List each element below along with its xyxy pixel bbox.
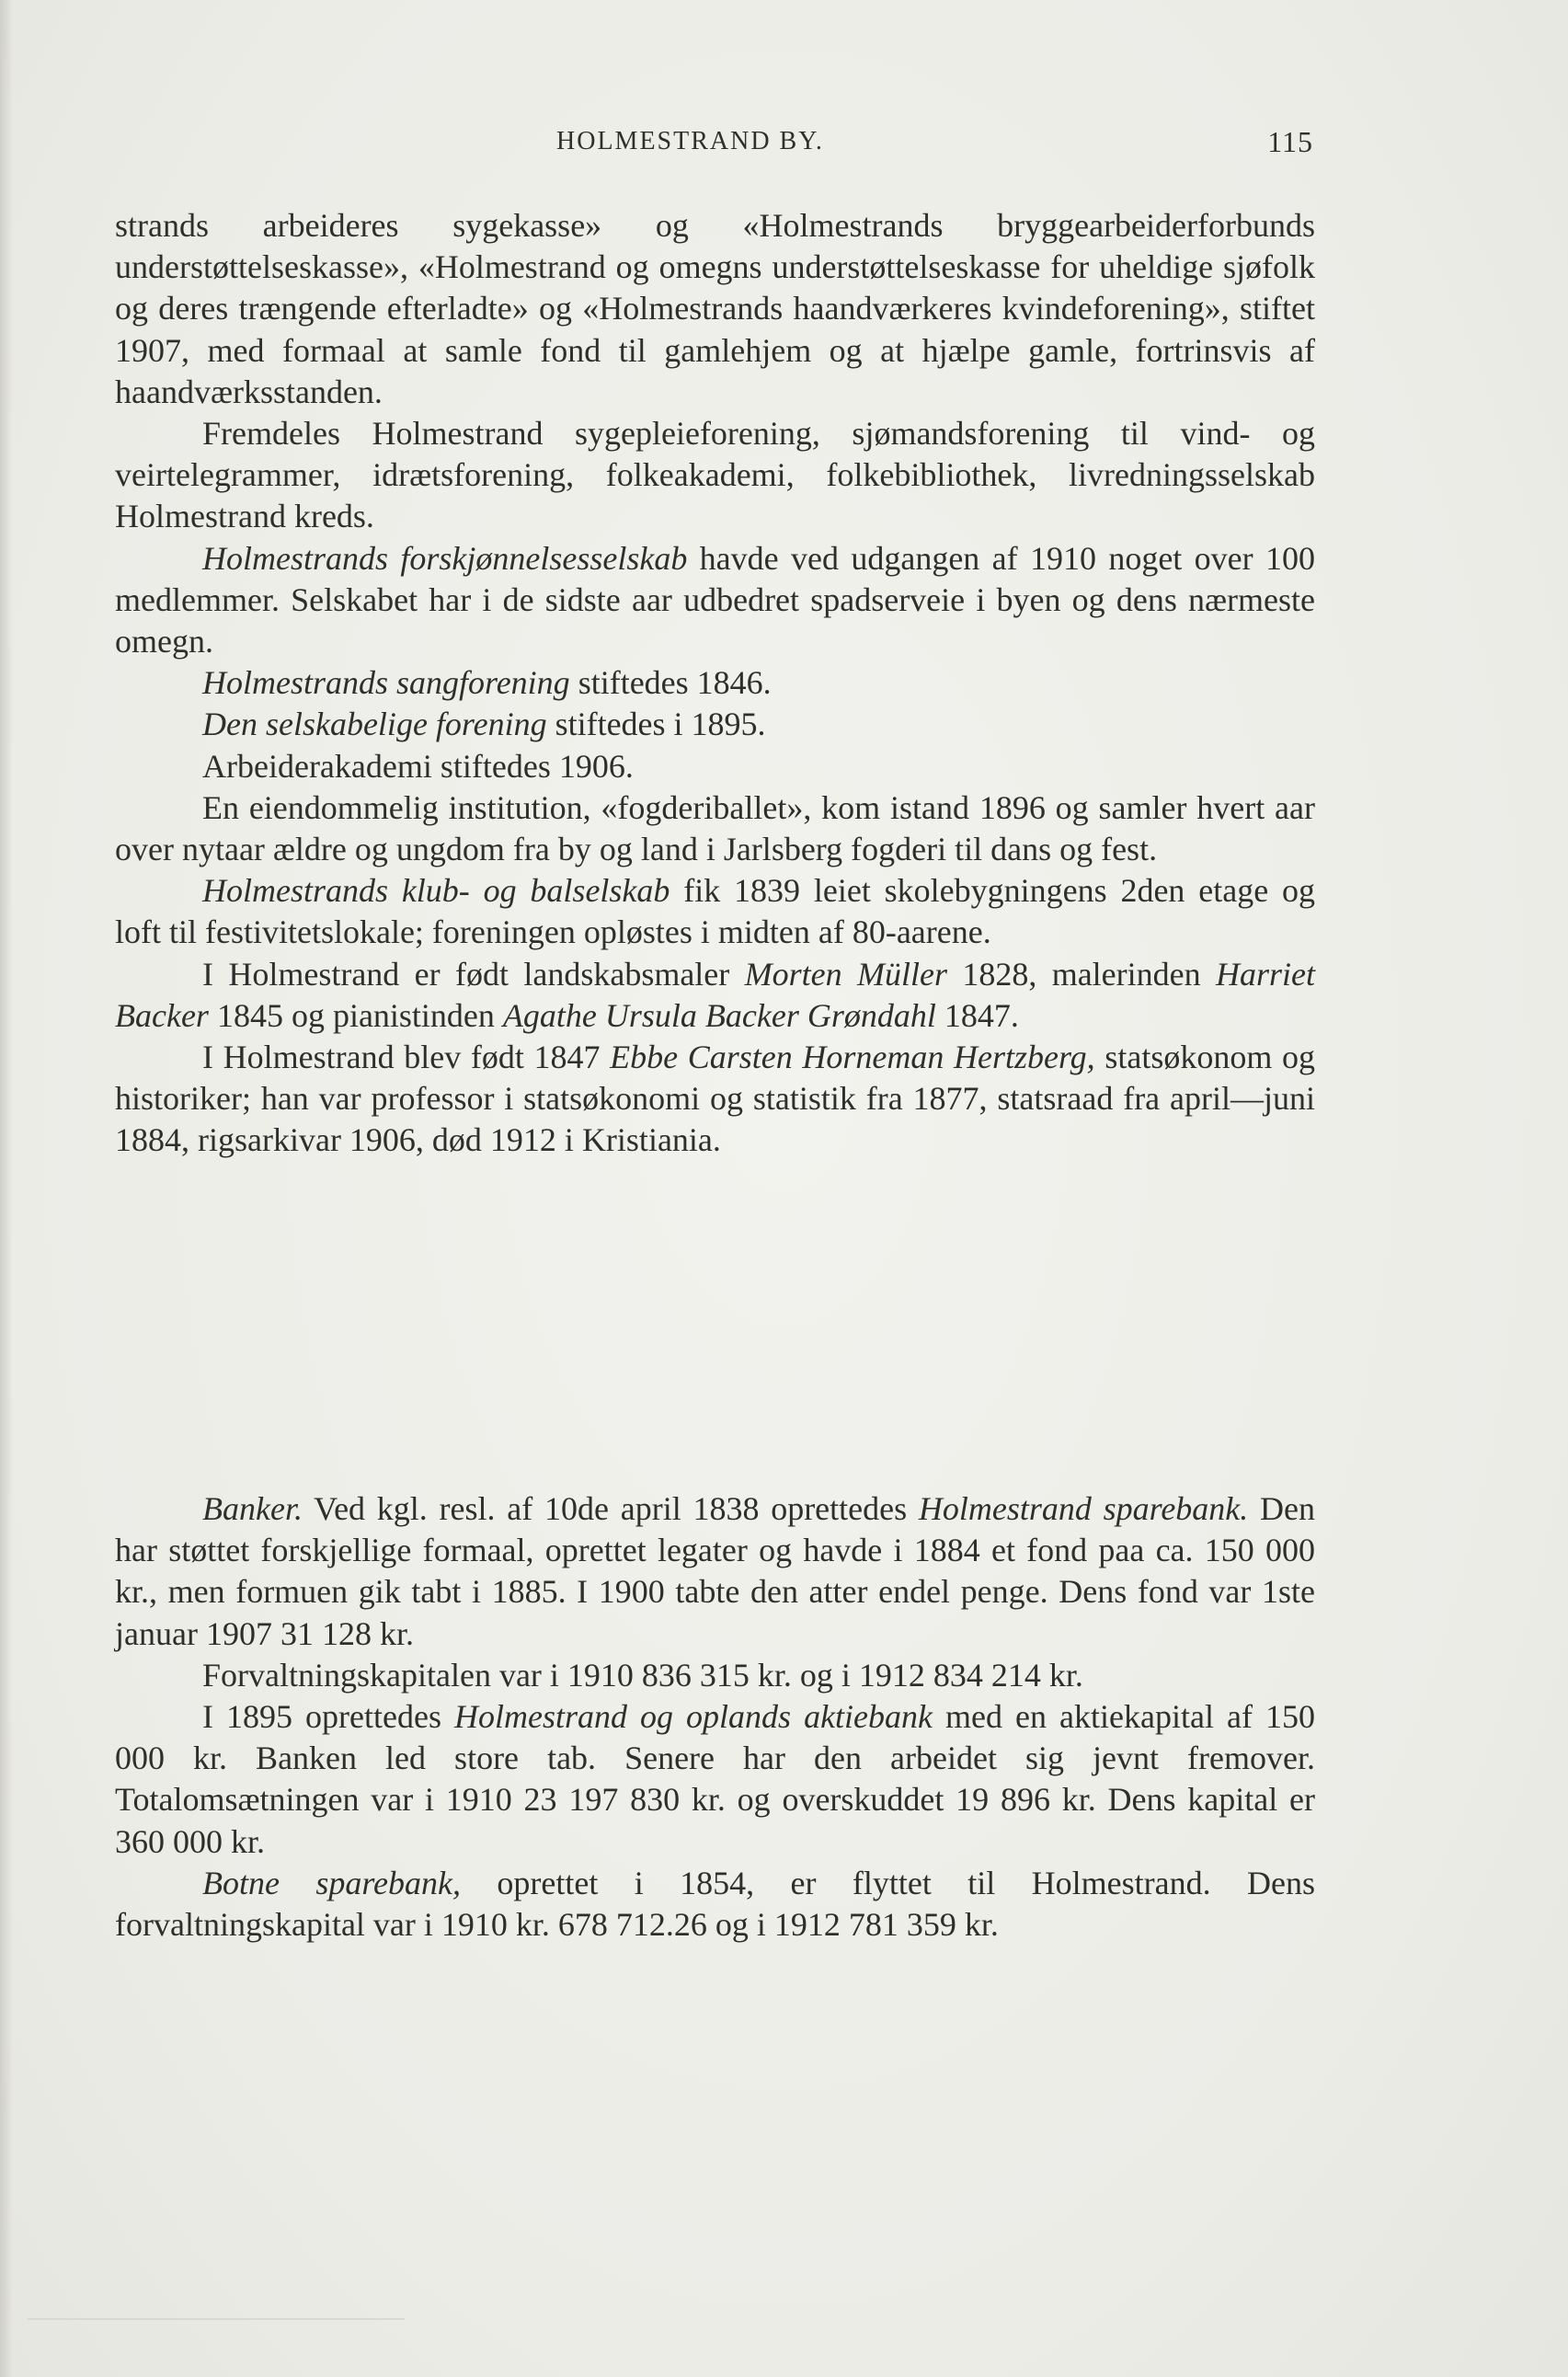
paragraph-11-text-b: Ved kgl. resl. af 10de april 1838 oprettedes [302,1490,919,1527]
italic-person-name: Ebbe Carsten Horneman Hertzberg, [610,1039,1095,1076]
paragraph-9-text-c: 1828, malerinden [946,955,1216,993]
italic-society-name: Holmestrands forskjønnelsesselskab [202,539,688,577]
page-header [0,127,1568,164]
paragraph-14-text-b: oprettet i 1854, er flyttet til Holmestrand. Dens forvaltningskapital var i 1910 kr. 678 712.26 og i 1912 781 359 kr. [115,1864,1315,1944]
paragraph-10 [115,1037,1315,1162]
italic-bank-name: Holmestrand og oplands aktiebank [454,1698,933,1736]
paragraph-13-text-c: med en aktiekapital af 150 000 kr. Banken led store tab. Senere har den arbeidet sig jevnt fremover. Totalomsætningen var i 1910 23 197 830 kr. og overskuddet 19 896 kr. Dens kapital er 360 000 kr. [115,1698,1315,1860]
italic-society-name: Den selskabelige forening [202,706,547,743]
paragraph-10-text-a: I Holmestrand blev født 1847 [202,1039,611,1076]
italic-bank-name: Holmestrand sparebank. [918,1490,1249,1527]
section-associations [115,205,1315,1162]
paragraph-5 [115,704,1315,745]
paragraph-8 [115,870,1315,953]
paragraph-9 [115,954,1315,1037]
paragraph-4-text: stiftedes 1846. [569,664,772,702]
section-banks [115,1488,1315,1946]
bottom-edge-mark [28,2318,405,2320]
paragraph-3-text: havde ved udgangen af 1910 noget over 100 medlemmer. Selskabet har i de sidste aar udbedret spadserveie i byen og dens nærmeste omegn. [115,539,1315,660]
paragraph-14 [115,1863,1315,1946]
paragraph-7: En eiendommelig institution, «fogderiballet», kom istand 1896 og samler hvert aar over nytaar ældre og ungdom fra by og land i Jarlsberg fogderi til dans og fest. [115,788,1315,868]
paragraph-3 [115,538,1315,663]
italic-society-name: Holmestrands sangforening [202,664,570,702]
paragraph-11-text-d: Den har støttet forskjellige formaal, oprettet legater og havde i 1884 et fond paa ca. 150 000 kr., men formuen gik tabt i 1885. I 1900 tabte den atter endel penge. Dens fond var 1ste januar 1907 31 128 kr. [115,1490,1316,1652]
paragraph-10-text-c: statsøkonom og historiker; han var professor i statsøkonomi og statistik fra 1877, statsraad fra april—juni 1884, rigsarkivar 1906, død 1912 i Kristiania. [115,1039,1315,1159]
paragraph-8-text: fik 1839 leiet skolebygningens 2den etage og loft til festivitetslokale; foreningen opløstes i midten af 80-aarene. [115,872,1315,951]
paragraph-1: strands arbeideres sygekasse» og «Holmestrands bryggearbeiderforbunds understøttelseskasse», «Holmestrand og omegns understøttelseskasse for uheldige sjøfolk og deres trængende efterladte» og «Holmestrands haandværkeres kvindeforening», stiftet 1907, med formaal at samle fond til gamlehjem og at hjælpe gamle, fortrinsvis af haandværksstanden. [115,207,1315,410]
paragraph-9-text-g: 1847. [935,996,1019,1034]
paragraph-9-text-a: I Holmestrand er født landskabsmaler [202,955,745,993]
paragraph-4 [115,662,1315,704]
italic-bank-name: Botne sparebank, [202,1864,462,1901]
paragraph-6: Arbeiderakademi stiftedes 1906. [202,747,634,785]
paragraph-5-text: stiftedes i 1895. [546,706,766,743]
italic-section-heading: Banker. [202,1490,303,1527]
paragraph-12: Forvaltningskapitalen var i 1910 836 315 kr. og i 1912 834 214 kr. [202,1656,1083,1694]
italic-society-name: Holmestrands klub- og balselskab [202,872,670,910]
italic-person-name: Agathe Ursula Backer Grøndahl [502,996,936,1034]
paragraph-13-text-a: I 1895 oprettedes [202,1698,454,1736]
paragraph-11 [115,1488,1315,1655]
running-title: HOLMESTRAND BY. [556,127,824,155]
gutter-shadow [0,0,13,2377]
paragraph-13 [115,1696,1315,1863]
italic-person-name: Harriet Backer [115,955,1315,1034]
paragraph-2: Fremdeles Holmestrand sygepleieforening, sjømandsforening til vind- og veirtelegrammer, idrætsforening, folkeakademi, folkebibliothek, livredningsselskab Holmestrand kreds. [115,415,1315,535]
italic-person-name: Morten Müller [744,955,947,993]
paragraph-9-text-e: 1845 og pianistinden [208,996,503,1034]
page-number: 115 [1267,125,1313,158]
